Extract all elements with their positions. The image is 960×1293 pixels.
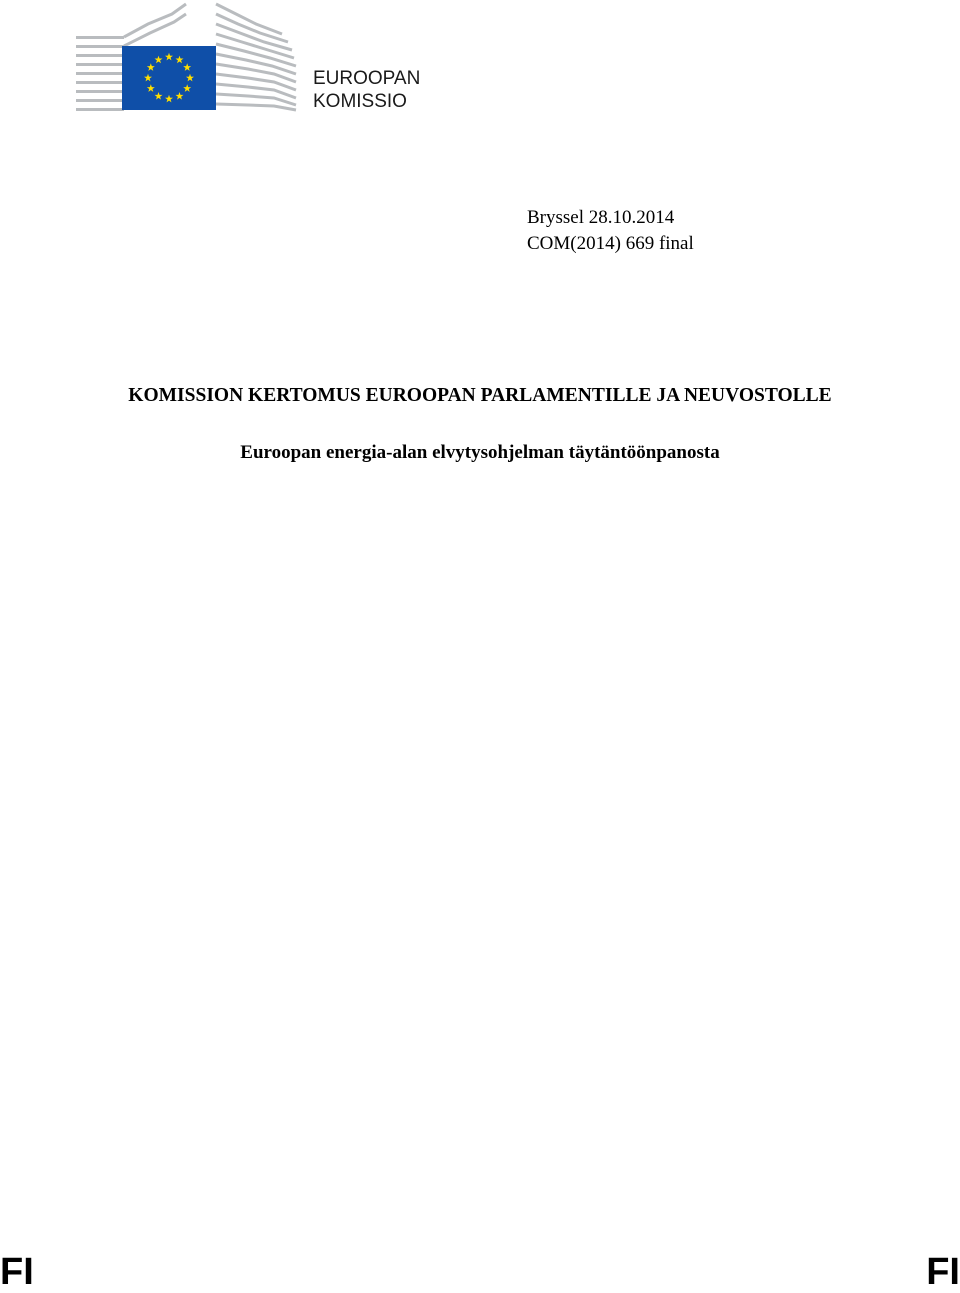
language-code-left: FI: [0, 1251, 34, 1293]
language-code-right: FI: [926, 1251, 960, 1293]
place-date: Bryssel 28.10.2014: [527, 207, 675, 228]
organization-name: [313, 67, 420, 113]
document-title: KOMISSION KERTOMUS EUROOPAN PARLAMENTILLE JA NEUVOSTOLLE: [128, 385, 832, 406]
commission-building-icon: [76, 0, 300, 112]
organization-name-line2: KOMISSIO: [313, 91, 407, 112]
organization-name-line1: EUROOPAN: [313, 68, 421, 89]
document-subtitle: Euroopan energia-alan elvytysohjelman täytäntöönpanosta: [240, 442, 720, 463]
document-reference: COM(2014) 669 final: [527, 233, 694, 254]
european-commission-logo: [76, 0, 300, 112]
document-meta: [527, 205, 694, 257]
